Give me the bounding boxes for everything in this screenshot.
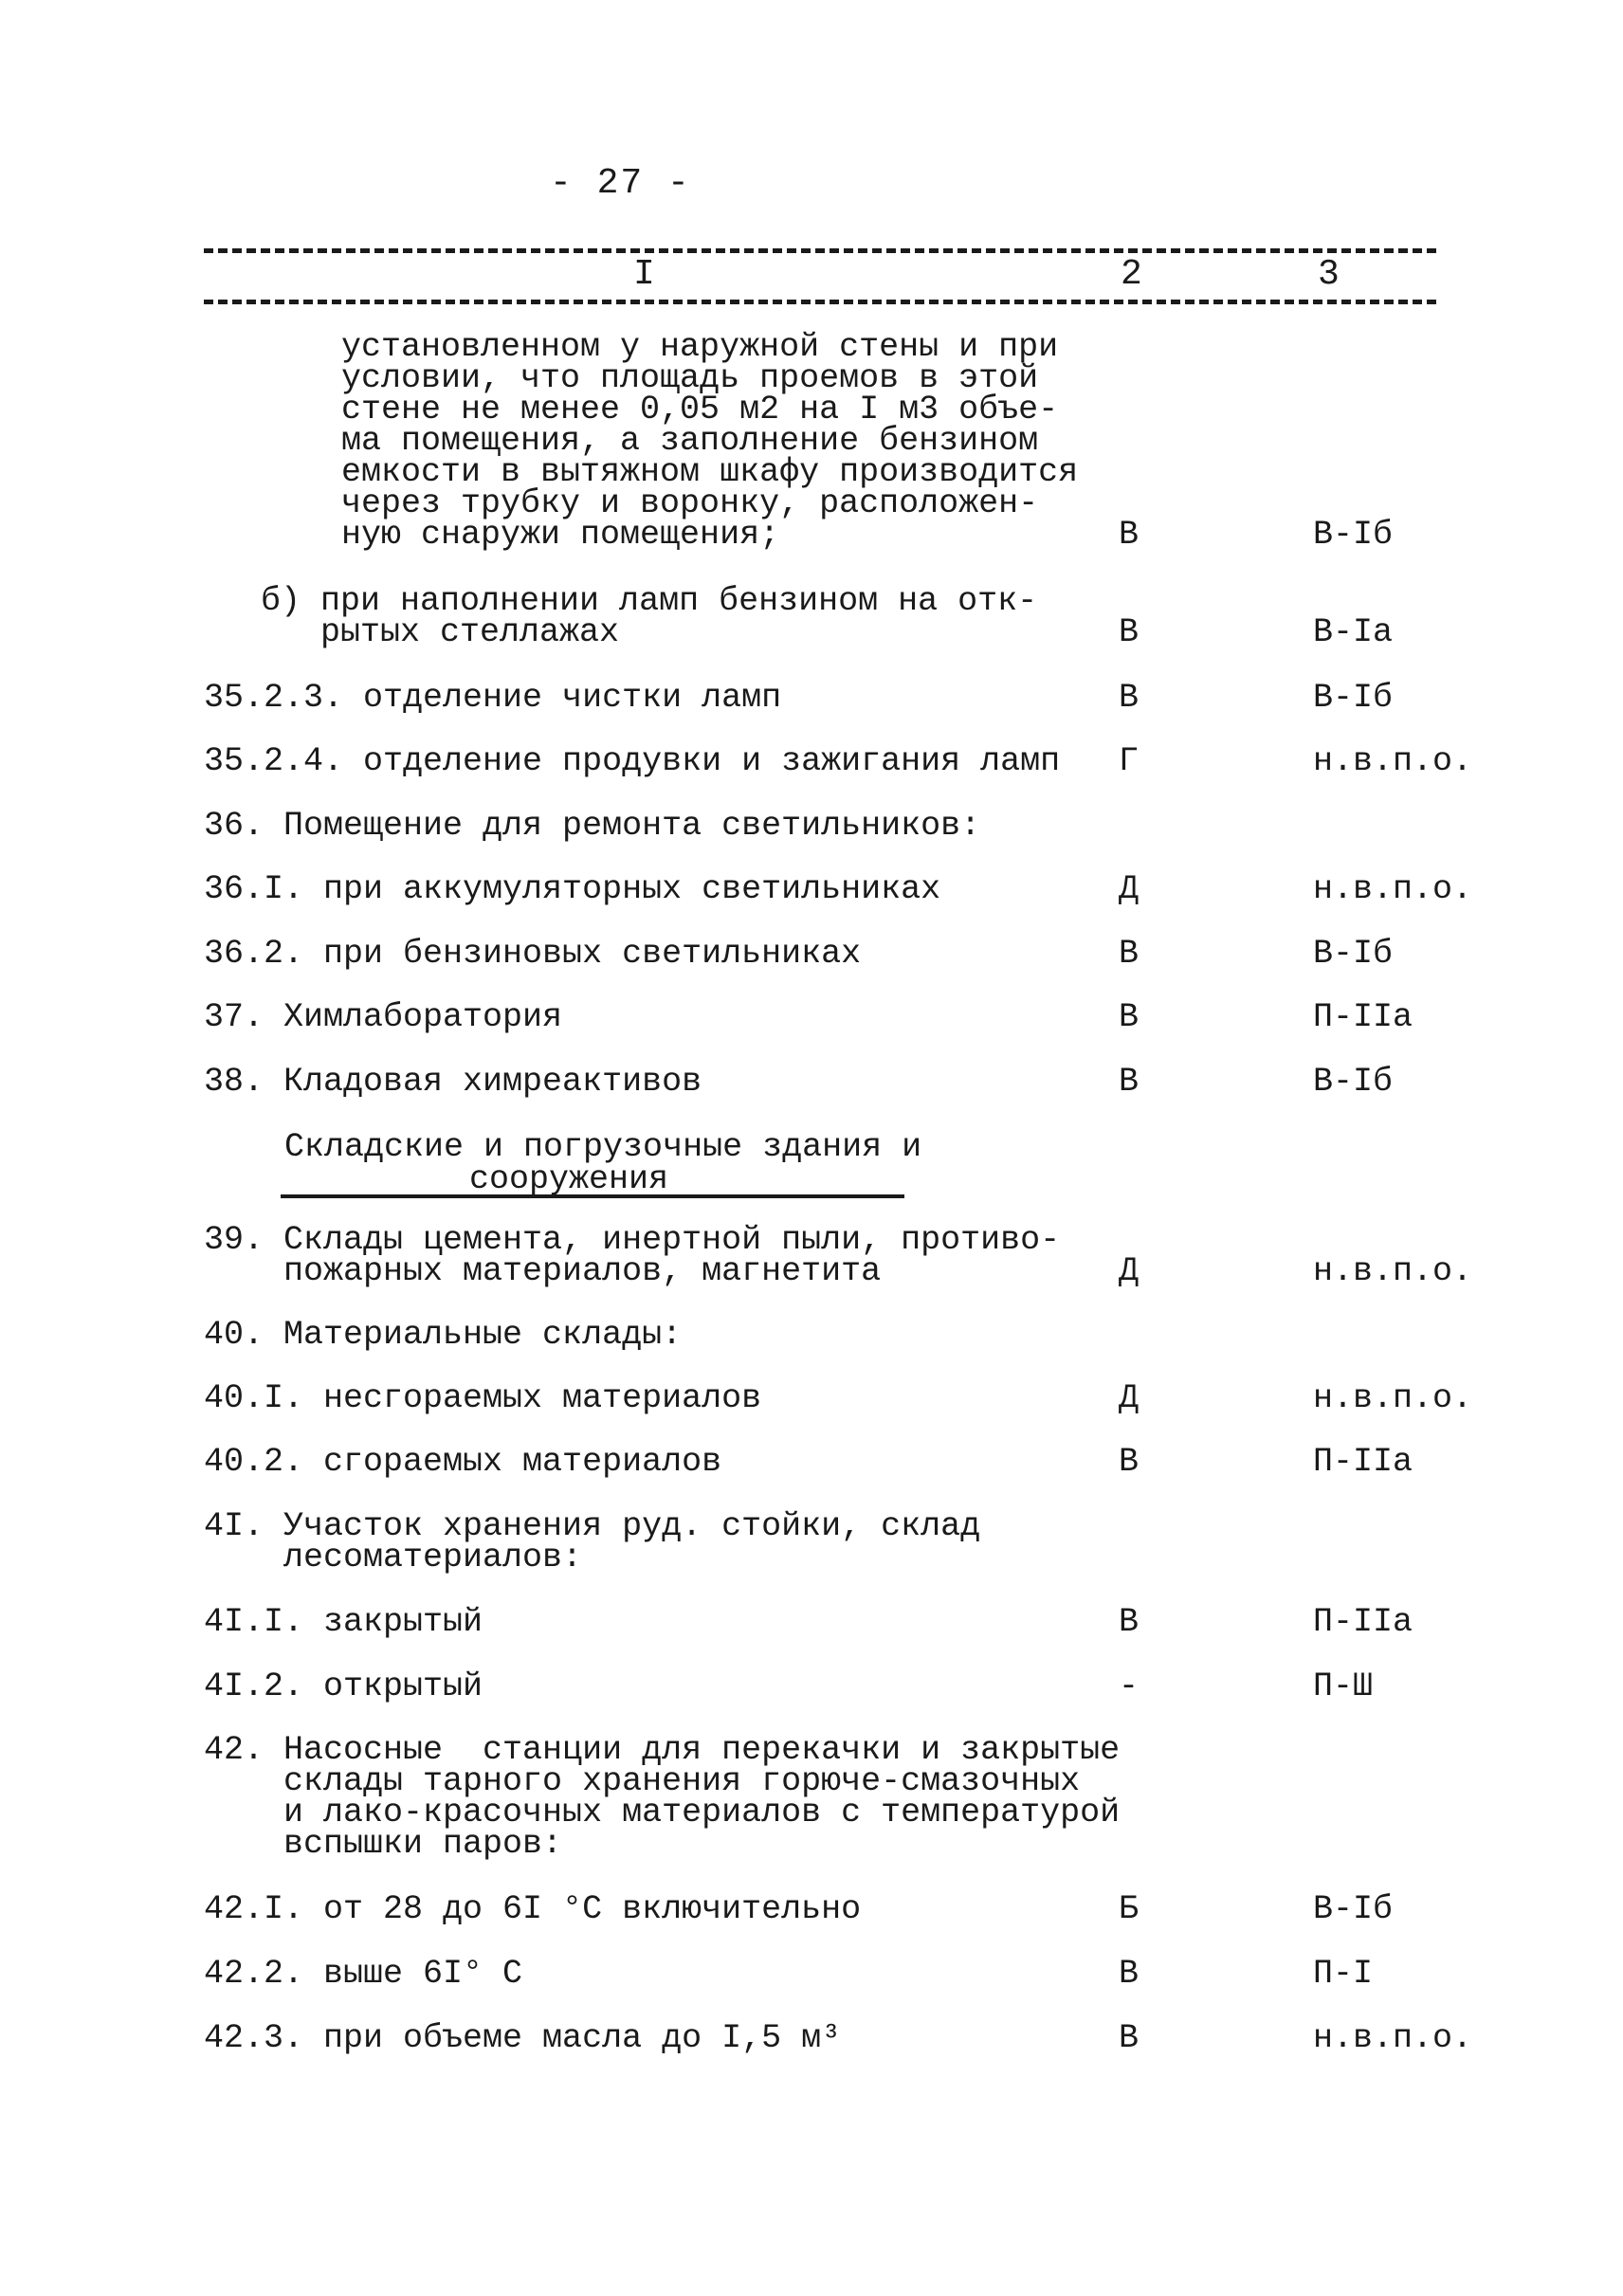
row-text: б) при наполнении ламп бензином на отк- рытых стеллажах xyxy=(261,582,1038,651)
row-category: Д xyxy=(1119,870,1140,908)
row-category: В xyxy=(1119,1063,1140,1101)
row-text: 42. Насосные станции для перекачки и закрытые склады тарного хранения горюче-смазочных и лако-красочных материалов с температурой вспышки паров: xyxy=(204,1731,1121,1863)
row-text: 35.2.4. отделение продувки и зажигания ламп xyxy=(204,742,1061,780)
row-text: 37. Химлаборатория xyxy=(204,998,563,1036)
section-underline xyxy=(281,1194,904,1198)
section-heading xyxy=(284,1128,922,1198)
row-text: 42.2. выше 6I° С xyxy=(204,1955,523,1993)
row-text: 36.I. при аккумуляторных светильниках xyxy=(204,870,941,908)
row-class: н.в.п.о. xyxy=(1313,2019,1473,2057)
row-text: 36.2. при бензиновых светильниках xyxy=(204,935,862,973)
row-class: н.в.п.о. xyxy=(1313,870,1473,908)
row-category: В xyxy=(1119,2019,1140,2057)
row-category: В xyxy=(1119,935,1140,973)
row-text: 36. Помещение для ремонта светильников: xyxy=(204,807,981,845)
page-number: - 27 - xyxy=(550,163,691,204)
row-text: 35.2.3. отделение чистки ламп xyxy=(204,679,782,717)
row-class: В-Iб xyxy=(1313,1063,1394,1101)
row-category: Д xyxy=(1119,1379,1140,1417)
row-text: 4I. Участок хранения руд. стойки, склад лесоматериалов: xyxy=(204,1507,981,1576)
row-class: П-IIа xyxy=(1313,1443,1413,1481)
column-header-2: 2 xyxy=(1121,254,1142,295)
row-category: В xyxy=(1119,679,1140,717)
row-class: В-Iб xyxy=(1313,1890,1394,1928)
row-text: 42.I. от 28 до 6I °С включительно xyxy=(204,1890,862,1928)
row-class: н.в.п.о. xyxy=(1313,742,1473,780)
row-text: 38. Кладовая химреактивов xyxy=(204,1063,702,1101)
column-header-3: 3 xyxy=(1318,254,1340,295)
row-category: В xyxy=(1119,1955,1140,1993)
row-text: 40. Материальные склады: xyxy=(204,1316,683,1354)
row-class: В-Iб xyxy=(1313,935,1394,973)
row-text: 39. Склады цемента, инертной пыли, противо- пожарных материалов, магнетита xyxy=(204,1221,1061,1290)
row-text: 4I.I. закрытый xyxy=(204,1603,483,1641)
row-category: Г xyxy=(1119,742,1140,780)
column-header-1: I xyxy=(633,254,655,295)
section-heading-line2: сооружения xyxy=(469,1160,669,1198)
row-class: В-Iа xyxy=(1313,613,1394,651)
row-class: В-Iб xyxy=(1313,679,1394,717)
row-class: П-Ш xyxy=(1313,1667,1374,1705)
header-rule-bottom xyxy=(204,300,1436,304)
row-text: 40.2. сгораемых материалов xyxy=(204,1443,722,1481)
row-category: Б xyxy=(1119,1890,1140,1928)
row-category: В xyxy=(1119,1443,1140,1481)
row-class: П-IIа xyxy=(1313,998,1413,1036)
header-rule-top xyxy=(204,248,1436,253)
row-category: В xyxy=(1119,1603,1140,1641)
section-heading-line1: Складские и погрузочные здания и xyxy=(284,1128,922,1166)
row-category: В xyxy=(1119,613,1140,651)
row-class: П-IIа xyxy=(1313,1603,1413,1641)
row-text: 4I.2. открытый xyxy=(204,1667,483,1705)
row-text: 42.3. при объеме масла до I,5 м³ xyxy=(204,2019,842,2057)
row-text: 40.I. несгораемых материалов xyxy=(204,1379,762,1417)
row-category: - xyxy=(1119,1667,1140,1705)
row-class: П-I xyxy=(1313,1955,1374,1993)
row-category: Д xyxy=(1119,1252,1140,1290)
row-class: н.в.п.о. xyxy=(1313,1379,1473,1417)
row-category: В xyxy=(1119,516,1140,554)
row-category: В xyxy=(1119,998,1140,1036)
row-class: В-Iб xyxy=(1313,516,1394,554)
row-text: установленном у наружной стены и при условии, что площадь проемов в этой стене не менее 0,05 м2 на I м3 объе- ма помещения, а заполнение бензином емкости в вытяжном шкафу производится через трубку и воронку, расположен- ную снаружи помещения; xyxy=(341,328,1079,554)
row-class: н.в.п.о. xyxy=(1313,1252,1473,1290)
